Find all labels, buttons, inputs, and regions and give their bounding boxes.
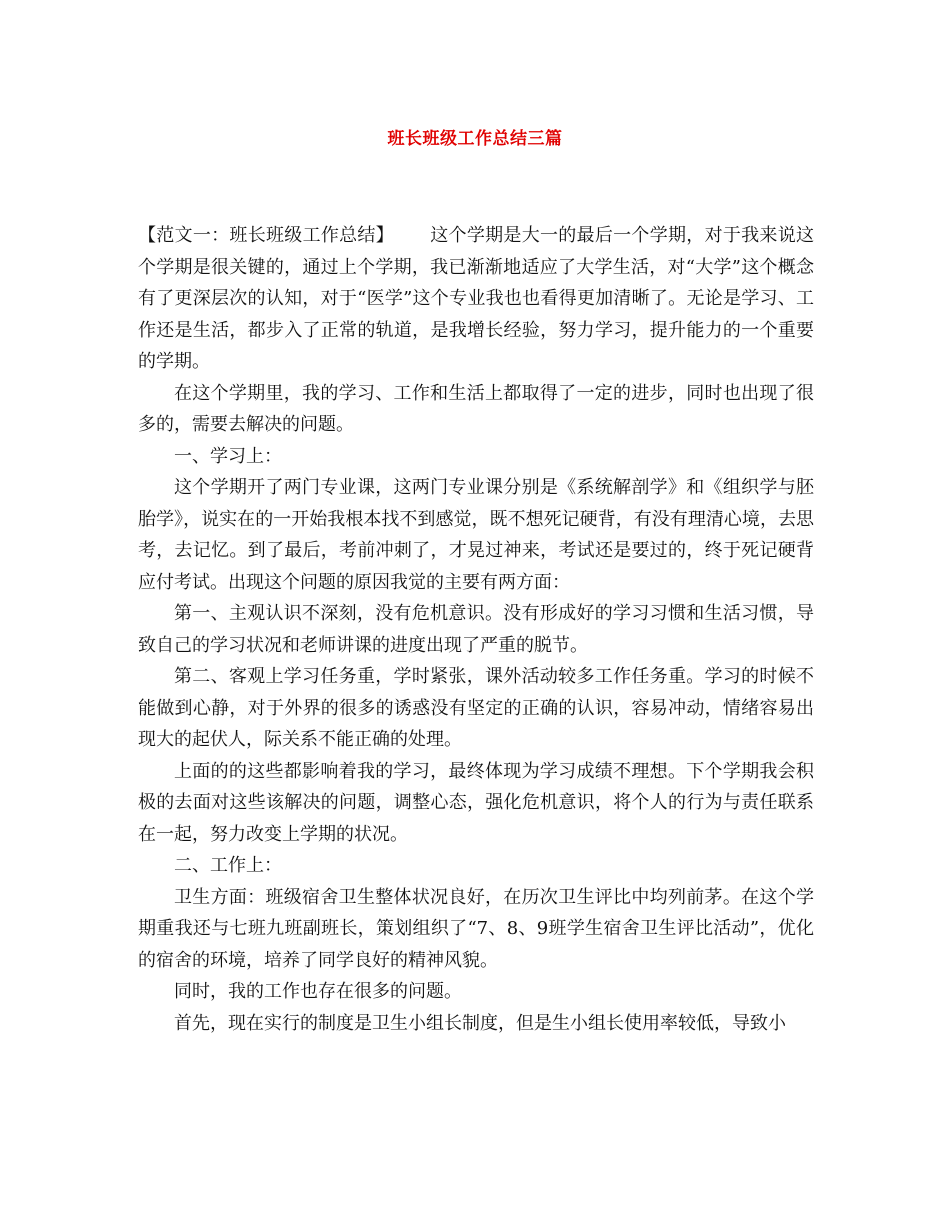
lead-label: 【范文一：班长班级工作总结】 <box>138 225 394 246</box>
paragraph-2: 在这个学期里，我的学习、工作和生活上都取得了一定的进步，同时也出现了很多的，需要去解决的问题。 <box>138 382 814 435</box>
paragraph-6: 上面的的这些都影响着我的学习，最终体现为学习成绩不理想。下个学期我会积极的去面对这些该解决的问题，调整心态，强化危机意识，将个人的行为与责任联系在一起，努力改变上学期的状况。 <box>138 760 814 845</box>
paragraph-9: 首先，现在实行的制度是卫生小组长制度，但是生小组长使用率较低，导致小 <box>174 1012 786 1034</box>
paragraph-1-text: 这个学期是大一的最后一个学期，对于我来说这个学期是很关键的，通过上个学期，我已渐渐地适应了大学生活，对“大学”这个概念有了更深层次的认知，对于“医学”这个专业我也也看得更加清晰了。无论是学习、工作还是生活，都步入了正常的轨道，是我增长经验，努力学习，提升能力的一个重要的学期。 <box>138 225 814 372</box>
paragraph-4: 第一、主观认识不深刻，没有危机意识。没有形成好的学习习惯和生活习惯，导致自己的学习状况和老师讲课的进度出现了严重的脱节。 <box>138 603 814 656</box>
paragraph-1 <box>138 220 814 378</box>
document-body <box>138 220 814 1039</box>
paragraph-8: 同时，我的工作也存在很多的问题。 <box>174 981 462 1002</box>
document-title: 班长班级工作总结三篇 <box>387 129 563 149</box>
paragraph-3: 这个学期开了两门专业课，这两门专业课分别是《系统解剖学》和《组织学与胚胎学》，说实在的一开始我根本找不到感觉，既不想死记硬背，有没有理清心境，去思考，去记忆。到了最后，考前冲刺了，才晃过神来，考试还是要过的，终于死记硬背应付考试。出现这个问题的原因我觉的主要有两方面： <box>138 477 814 593</box>
paragraph-7: 卫生方面：班级宿舍卫生整体状况良好，在历次卫生评比中均列前茅。在这个学期重我还与七班九班副班长，策划组织了“7、8、9班学生宿舍卫生评比活动”，优化的宿舍的环境，培养了同学良好的精神风貌。 <box>138 886 814 971</box>
paragraph-5: 第二、客观上学习任务重，学时紧张，课外活动较多工作任务重。学习的时候不能做到心静，对于外界的很多的诱惑没有坚定的正确的认识，容易冲动，情绪容易出现大的起伏人，际关系不能正确的处理。 <box>138 666 814 750</box>
section-heading-study: 一、学习上： <box>174 445 282 467</box>
section-heading-work: 二、工作上： <box>174 855 282 876</box>
